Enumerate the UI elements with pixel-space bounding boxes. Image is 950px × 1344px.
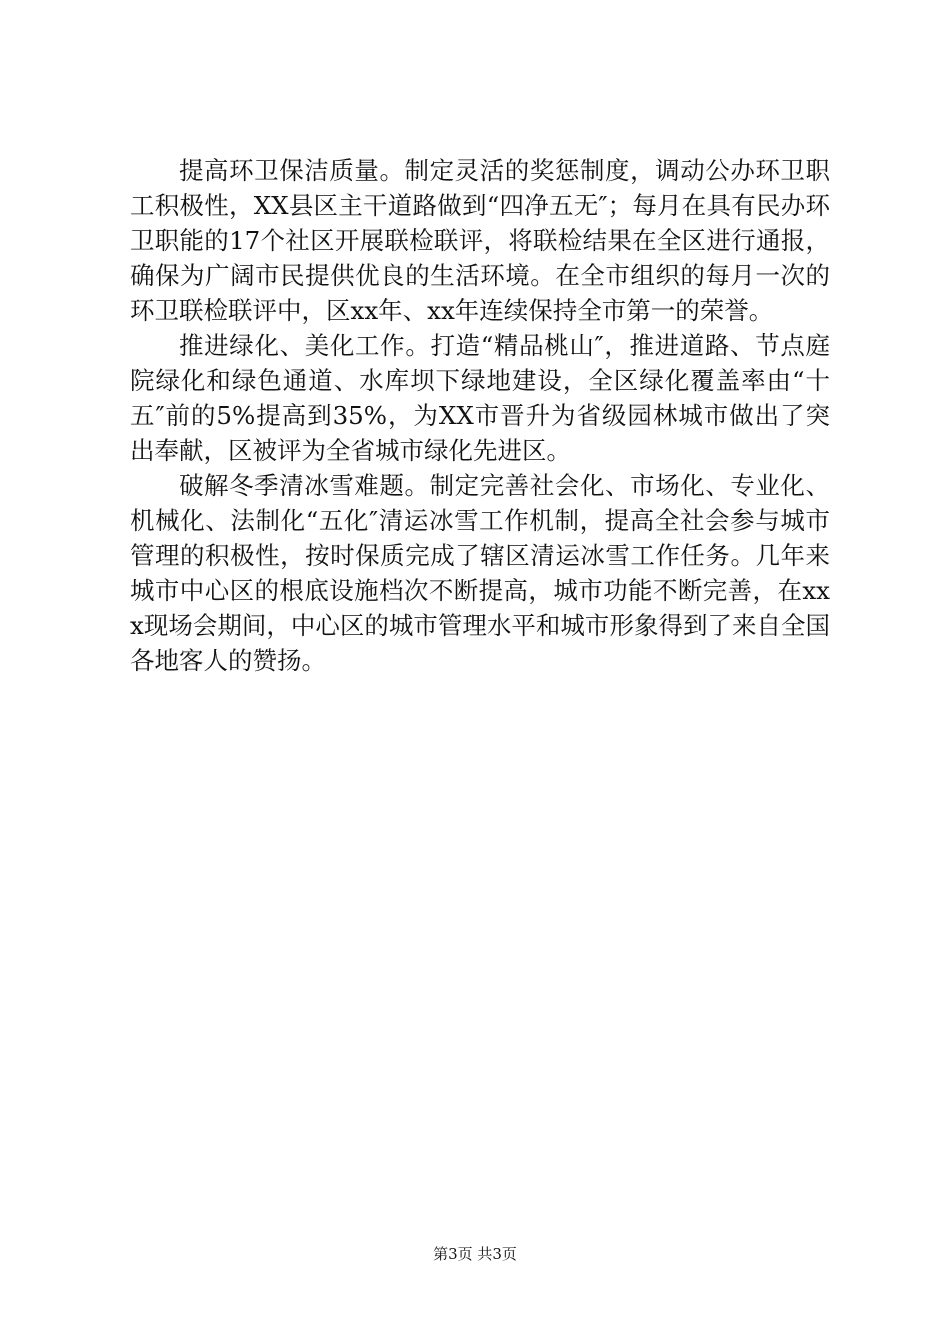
paragraph-snow-clearing: 破解冬季清冰雪难题。制定完善社会化、市场化、专业化、机械化、法制化“五化″清运冰雪工作机制，提高全社会参与城市管理的积极性，按时保质完成了辖区清运冰雪工作任务。几年来城市中心区的根底设施档次不断提高，城市功能不断完善，在xxx现场会期间，中心区的城市管理水平和城市形象得到了来自全国各地客人的赞扬。	[130, 471, 830, 675]
paragraph-greening: 推进绿化、美化工作。打造“精品桃山″，推进道路、节点庭院绿化和绿色通道、水库坝下绿地建设，全区绿化覆盖率由“十五″前的5%提高到35%，为XX市晋升为省级园林城市做出了突出奉献，区被评为全省城市绿化先进区。	[130, 331, 830, 465]
document-body	[130, 153, 830, 678]
paragraph-sanitation: 提高环卫保洁质量。制定灵活的奖惩制度，调动公办环卫职工积极性，XX县区主干道路做到“四净五无″；每月在具有民办环卫职能的17个社区开展联检联评，将联检结果在全区进行通报，确保为广阔市民提供优良的生活环境。在全市组织的每月一次的环卫联检联评中，区xx年、xx年连续保持全市第一的荣誉。	[130, 156, 830, 325]
page-number-footer: 第3页 共3页	[433, 1245, 517, 1263]
